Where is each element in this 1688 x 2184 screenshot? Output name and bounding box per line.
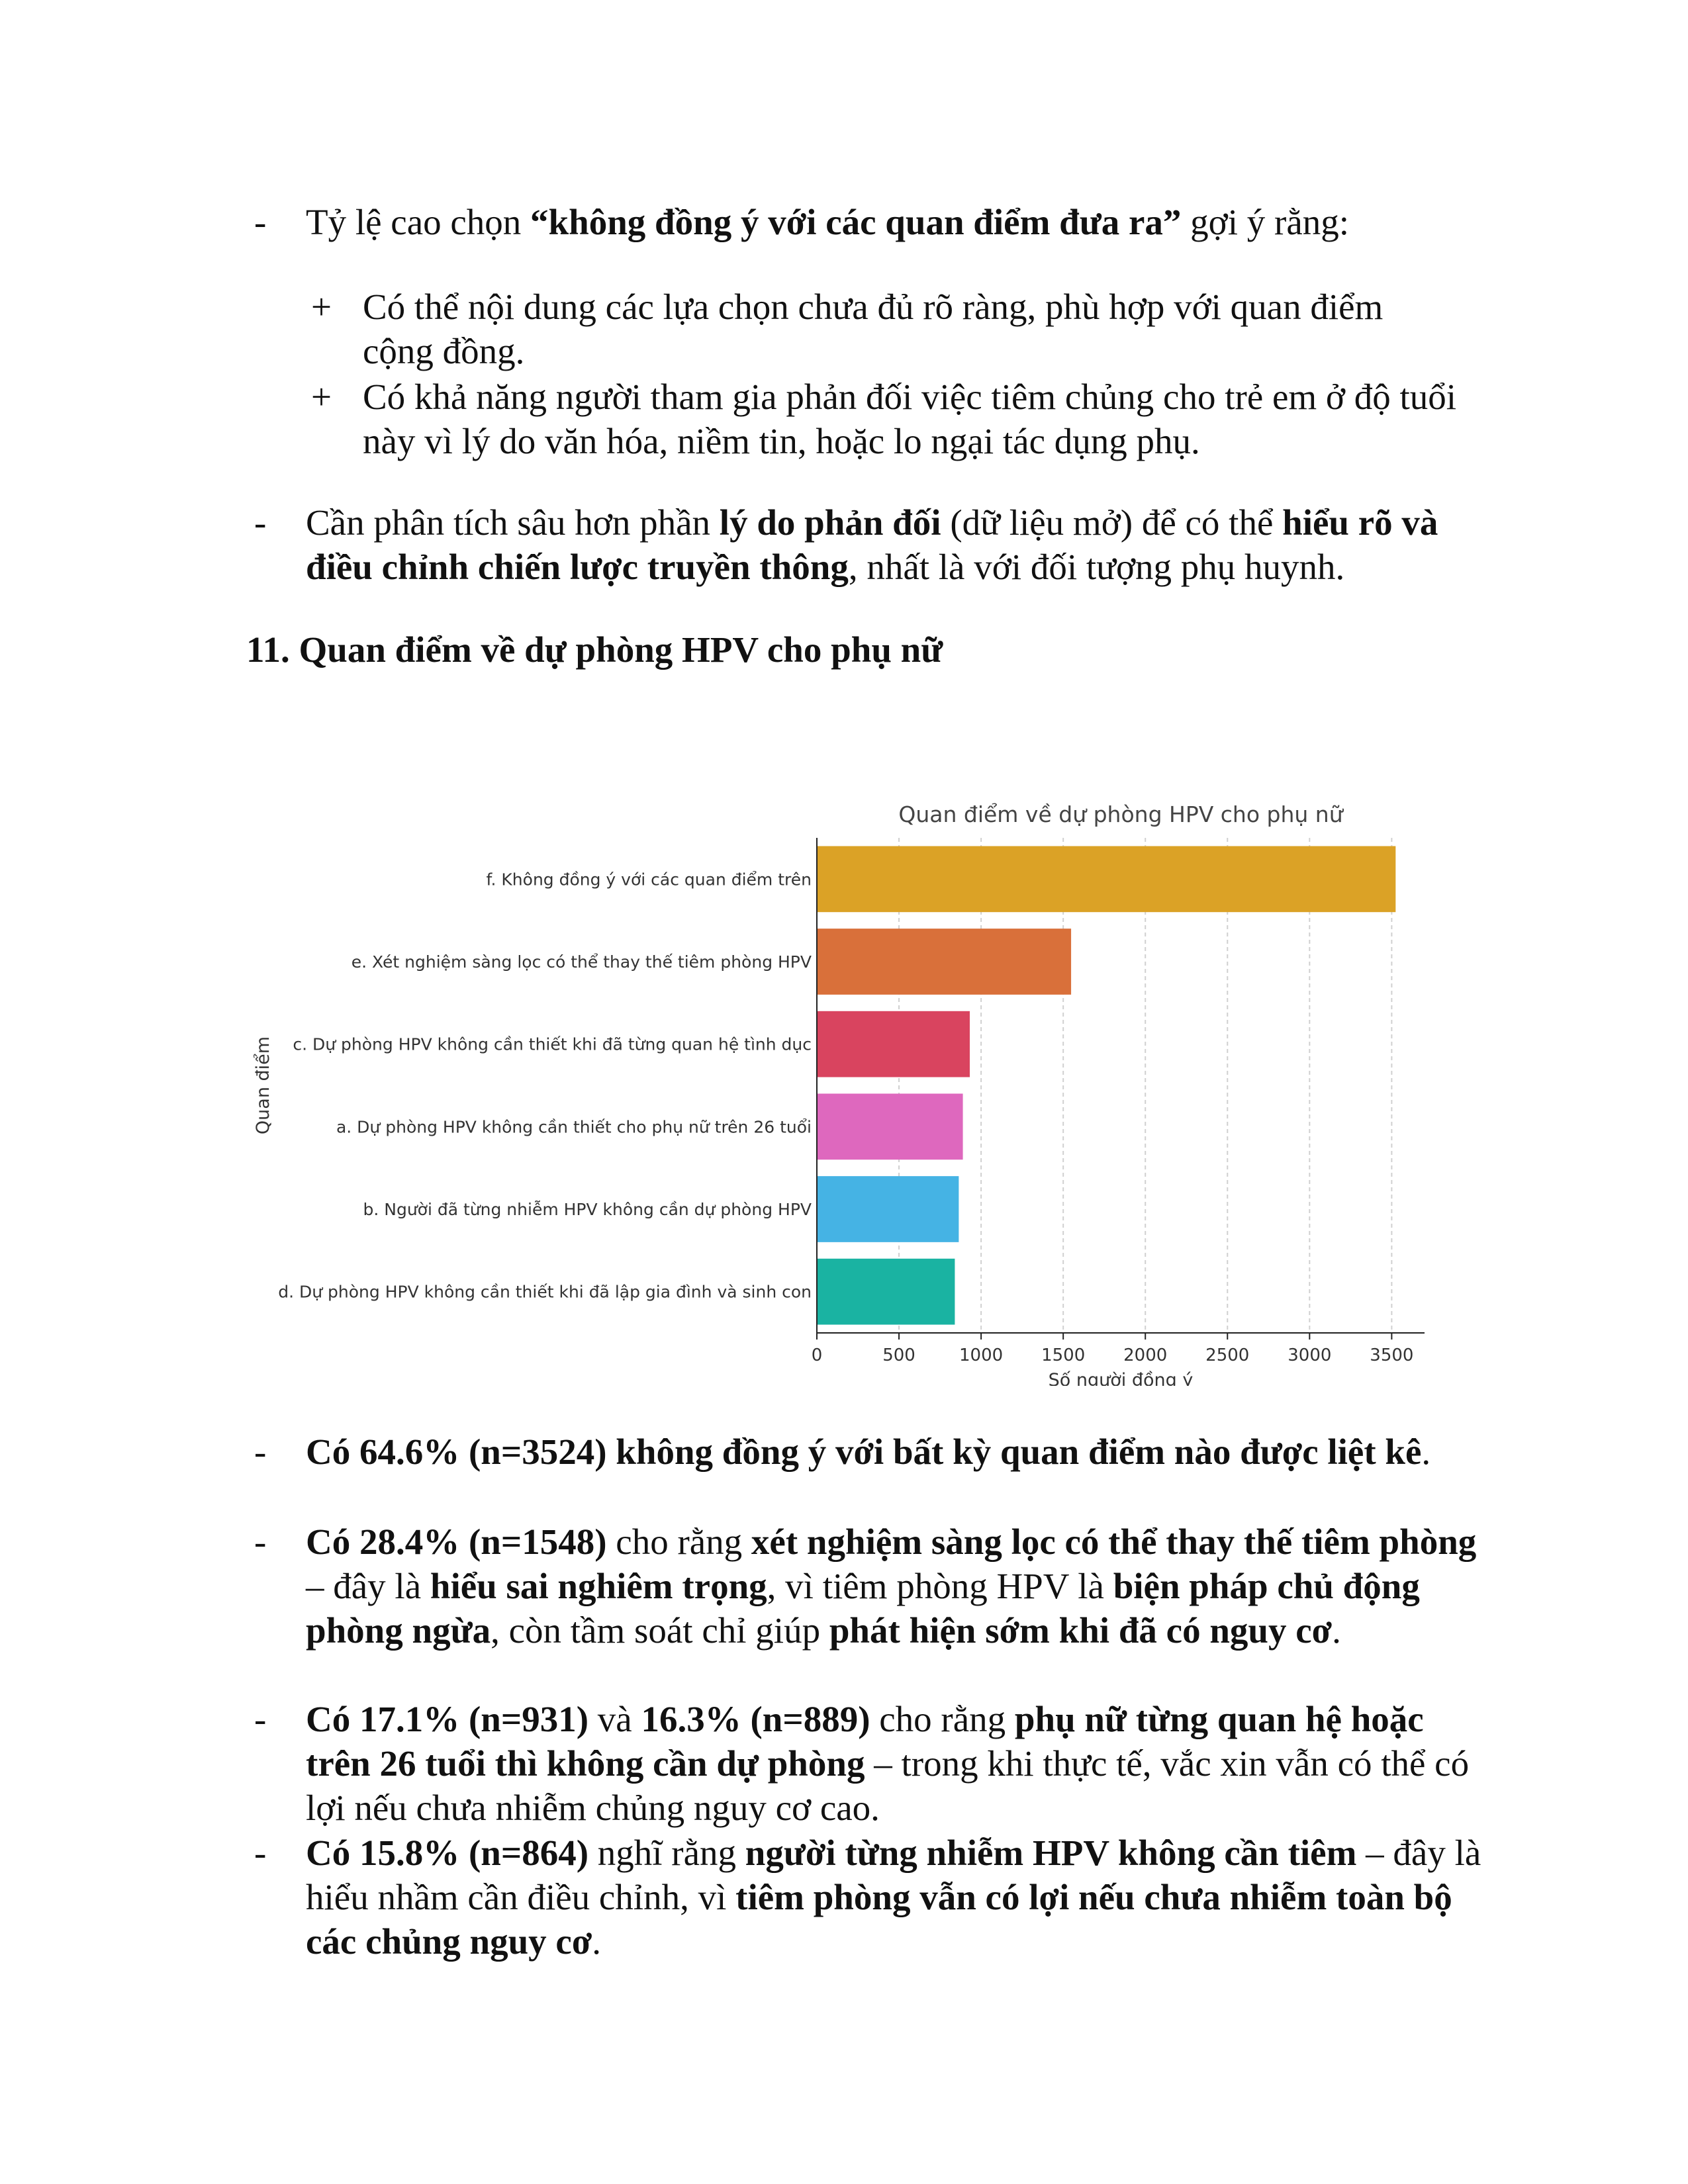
bar bbox=[817, 1011, 970, 1077]
intro-bullet-1 bbox=[306, 200, 1497, 244]
text-run: . bbox=[1332, 1610, 1341, 1651]
text-run: , vì tiêm phòng HPV là bbox=[767, 1566, 1113, 1606]
intro-sub-2: Có khả năng người tham gia phản đối việc tiêm chủng cho trẻ em ở độ tuổi này vì lý do văn hóa, niềm tin, hoặc lo ngại tác dụng phụ. bbox=[363, 377, 1457, 461]
text-run: – đây là bbox=[306, 1566, 430, 1606]
x-tick-label: 1000 bbox=[959, 1345, 1004, 1365]
intro-bullet-2 bbox=[306, 500, 1471, 589]
bold-run: người từng nhiễm HPV không cần tiêm bbox=[745, 1833, 1357, 1873]
category-label: d. Dự phòng HPV không cần thiết khi đã lập gia đình và sinh con bbox=[278, 1282, 812, 1302]
text-run: . bbox=[592, 1921, 602, 1962]
bold-run: “không đồng ý với các quan điểm đưa ra” bbox=[530, 202, 1182, 242]
bar bbox=[817, 929, 1071, 995]
finding-2 bbox=[306, 1520, 1491, 1653]
finding-4 bbox=[306, 1831, 1491, 1964]
hpv-opinion-chart bbox=[246, 790, 1431, 1386]
x-tick-label: 2000 bbox=[1123, 1345, 1168, 1365]
bullet-marker: - bbox=[254, 1699, 267, 1739]
bold-run: phát hiện sớm khi đã có nguy cơ bbox=[829, 1610, 1333, 1651]
text-run: (dữ liệu mở) để có thể bbox=[941, 502, 1283, 543]
bullet-marker: - bbox=[254, 1522, 267, 1562]
bar bbox=[817, 846, 1395, 912]
category-label: f. Không đồng ý với các quan điểm trên bbox=[486, 870, 812, 889]
bold-run: Có 17.1% (n=931) bbox=[306, 1699, 589, 1739]
bold-run: lý do phản đối bbox=[719, 502, 941, 543]
text-run: . bbox=[1421, 1432, 1431, 1472]
category-label: c. Dự phòng HPV không cần thiết khi đã từng quan hệ tình dục bbox=[293, 1034, 812, 1054]
x-axis-label: Số người đồng ý bbox=[1048, 1370, 1194, 1386]
bold-run: phụ nữ từng quan hệ hoặc trên 26 tuổi thì không cần dự phòng bbox=[306, 1699, 1424, 1784]
bold-run: Có 28.4% (n=1548) bbox=[306, 1522, 607, 1562]
bold-run: Có 15.8% (n=864) bbox=[306, 1833, 589, 1873]
bold-run: 16.3% (n=889) bbox=[641, 1699, 870, 1739]
bold-run: biện pháp chủ động phòng ngừa bbox=[306, 1566, 1420, 1651]
section-heading: 11. Quan điểm về dự phòng HPV cho phụ nữ bbox=[246, 629, 943, 670]
text-run: Tỷ lệ cao chọn bbox=[306, 202, 531, 242]
chart-title: Quan điểm về dự phòng HPV cho phụ nữ bbox=[898, 801, 1343, 827]
x-tick-label: 3500 bbox=[1370, 1345, 1414, 1365]
text-run: , còn tầm soát chỉ giúp bbox=[491, 1610, 829, 1651]
finding-3 bbox=[306, 1697, 1491, 1830]
x-tick-label: 3000 bbox=[1288, 1345, 1332, 1365]
finding-1 bbox=[306, 1430, 1491, 1474]
category-label: e. Xét nghiệm sàng lọc có thể thay thế tiêm phòng HPV bbox=[351, 952, 812, 972]
x-tick-label: 2500 bbox=[1205, 1345, 1250, 1365]
category-label: b. Người đã từng nhiễm HPV không cần dự phòng HPV bbox=[363, 1200, 812, 1219]
bold-run: hiểu sai nghiêm trọng bbox=[430, 1566, 767, 1606]
text-run: – trong khi thực tế, vắc xin vẫn có thể có lợi nếu chưa nhiễm chủng nguy cơ cao. bbox=[306, 1743, 1470, 1828]
text-run: cho rằng bbox=[870, 1699, 1015, 1739]
text-run: cho rằng bbox=[606, 1522, 751, 1562]
bold-run: Có 64.6% (n=3524) không đồng ý với bất kỳ quan điểm nào được liệt kê bbox=[306, 1432, 1422, 1472]
bullet-marker: - bbox=[254, 202, 267, 242]
x-tick-label: 0 bbox=[811, 1345, 823, 1365]
intro-sub-1: Có thể nội dung các lựa chọn chưa đủ rõ ràng, phù hợp với quan điểm cộng đồng. bbox=[363, 287, 1383, 371]
text-run: , nhất là với đối tượng phụ huynh. bbox=[848, 547, 1345, 587]
bold-run: xét nghiệm sàng lọc có thể thay thế tiêm phòng bbox=[751, 1522, 1477, 1562]
bar-chart-svg bbox=[246, 790, 1431, 1386]
bold-run: hiểu rõ và điều chỉnh chiến lược truyền thông bbox=[306, 502, 1438, 587]
sub-bullet-marker: + bbox=[311, 377, 332, 417]
bullet-marker: - bbox=[254, 502, 267, 543]
bar bbox=[817, 1176, 959, 1242]
sub-bullet-marker: + bbox=[311, 287, 332, 327]
text-run: Cần phân tích sâu hơn phần bbox=[306, 502, 720, 543]
category-label: a. Dự phòng HPV không cần thiết cho phụ nữ trên 26 tuổi bbox=[336, 1117, 812, 1137]
text-run: gợi ý rằng: bbox=[1181, 202, 1350, 242]
x-tick-label: 500 bbox=[882, 1345, 915, 1365]
bullet-marker: - bbox=[254, 1833, 267, 1873]
bold-run: tiêm phòng vẫn có lợi nếu chưa nhiễm toàn bộ các chủng nguy cơ bbox=[306, 1877, 1452, 1962]
text-run: nghĩ rằng bbox=[588, 1833, 745, 1873]
x-tick-label: 1500 bbox=[1041, 1345, 1086, 1365]
y-axis-label: Quan điểm bbox=[253, 1036, 273, 1135]
text-run: và bbox=[588, 1699, 641, 1739]
bar bbox=[817, 1259, 955, 1325]
bar bbox=[817, 1093, 963, 1160]
bullet-marker: - bbox=[254, 1432, 267, 1472]
text-run: – đây là hiểu nhầm cần điều chỉnh, vì bbox=[306, 1833, 1481, 1917]
